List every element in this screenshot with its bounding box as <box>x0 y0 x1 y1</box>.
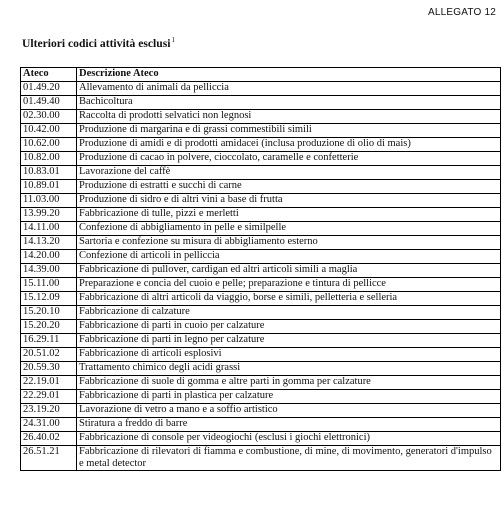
description-cell: Fabbricazione di parti in legno per calzature <box>77 334 501 348</box>
table-row <box>21 432 501 446</box>
document-title-text: Ulteriori codici attività esclusi <box>22 36 171 50</box>
table-row <box>21 446 501 471</box>
table-row <box>21 334 501 348</box>
table-body <box>21 82 501 471</box>
ateco-code-cell: 22.19.01 <box>21 376 77 390</box>
description-cell: Lavorazione di vetro a mano e a soffio artistico <box>77 404 501 418</box>
ateco-code-cell: 10.83.01 <box>21 166 77 180</box>
ateco-code-cell: 26.51.21 <box>21 446 77 471</box>
ateco-code-cell: 14.13.20 <box>21 236 77 250</box>
description-cell: Confezione di abbigliamento in pelle e similpelle <box>77 222 501 236</box>
description-cell: Fabbricazione di parti in plastica per calzature <box>77 390 501 404</box>
ateco-code-cell: 20.51.02 <box>21 348 77 362</box>
column-header-ateco: Ateco <box>21 68 77 82</box>
table-row <box>21 320 501 334</box>
ateco-code-cell: 14.20.00 <box>21 250 77 264</box>
table-row <box>21 152 501 166</box>
description-cell: Fabbricazione di altri articoli da viaggio, borse e simili, pelletteria e selleria <box>77 292 501 306</box>
ateco-code-cell: 20.59.30 <box>21 362 77 376</box>
ateco-code-cell: 14.11.00 <box>21 222 77 236</box>
ateco-code-cell: 24.31.00 <box>21 418 77 432</box>
table-row <box>21 166 501 180</box>
ateco-code-cell: 15.20.20 <box>21 320 77 334</box>
ateco-code-cell: 11.03.00 <box>21 194 77 208</box>
description-cell: Fabbricazione di articoli esplosivi <box>77 348 501 362</box>
table-row <box>21 306 501 320</box>
description-cell: Fabbricazione di parti in cuoio per calzature <box>77 320 501 334</box>
table-row <box>21 418 501 432</box>
table-row <box>21 138 501 152</box>
description-cell: Bachicoltura <box>77 96 501 110</box>
ateco-code-cell: 10.62.00 <box>21 138 77 152</box>
table-row <box>21 292 501 306</box>
table-row <box>21 222 501 236</box>
table-row <box>21 390 501 404</box>
table-row <box>21 110 501 124</box>
ateco-code-cell: 13.99.20 <box>21 208 77 222</box>
table-header-row <box>21 68 501 82</box>
table-row <box>21 236 501 250</box>
ateco-code-cell: 22.29.01 <box>21 390 77 404</box>
table-row <box>21 124 501 138</box>
ateco-code-cell: 15.11.00 <box>21 278 77 292</box>
ateco-code-cell: 10.82.00 <box>21 152 77 166</box>
table-row <box>21 250 501 264</box>
description-cell: Lavorazione del caffè <box>77 166 501 180</box>
table-row <box>21 376 501 390</box>
table-row <box>21 278 501 292</box>
description-cell: Produzione di margarina e di grassi commestibili simili <box>77 124 501 138</box>
document-title <box>22 36 175 50</box>
table-row <box>21 264 501 278</box>
table-row <box>21 180 501 194</box>
ateco-code-cell: 15.20.10 <box>21 306 77 320</box>
ateco-code-cell: 23.19.20 <box>21 404 77 418</box>
description-cell: Sartoria e confezione su misura di abbigliamento esterno <box>77 236 501 250</box>
column-header-description: Descrizione Ateco <box>77 68 501 82</box>
description-cell: Preparazione e concia del cuoio e pelle; preparazione e tintura di pellicce <box>77 278 501 292</box>
description-cell: Stiratura a freddo di barre <box>77 418 501 432</box>
description-cell: Fabbricazione di console per videogiochi (esclusi i giochi elettronici) <box>77 432 501 446</box>
description-cell: Produzione di sidro e di altri vini a base di frutta <box>77 194 501 208</box>
description-cell: Fabbricazione di rilevatori di fiamma e combustione, di mine, di movimento, generatori d'impulso e metal detector <box>77 446 501 471</box>
description-cell: Raccolta di prodotti selvatici non legnosi <box>77 110 501 124</box>
ateco-code-cell: 16.29.11 <box>21 334 77 348</box>
description-cell: Fabbricazione di pullover, cardigan ed altri articoli simili a maglia <box>77 264 501 278</box>
table-row <box>21 194 501 208</box>
ateco-code-cell: 15.12.09 <box>21 292 77 306</box>
ateco-code-cell: 14.39.00 <box>21 264 77 278</box>
description-cell: Produzione di estratti e succhi di carne <box>77 180 501 194</box>
ateco-code-cell: 26.40.02 <box>21 432 77 446</box>
description-cell: Produzione di amidi e di prodotti amidacei (inclusa produzione di olio di mais) <box>77 138 501 152</box>
table-row <box>21 348 501 362</box>
table-row <box>21 362 501 376</box>
ateco-code-cell: 10.89.01 <box>21 180 77 194</box>
ateco-codes-table <box>20 67 501 471</box>
ateco-code-cell: 01.49.40 <box>21 96 77 110</box>
footnote-mark: 1 <box>171 36 175 44</box>
table-row <box>21 96 501 110</box>
ateco-code-cell: 01.49.20 <box>21 82 77 96</box>
ateco-code-cell: 02.30.00 <box>21 110 77 124</box>
table-row <box>21 82 501 96</box>
description-cell: Produzione di cacao in polvere, cioccolato, caramelle e confetterie <box>77 152 501 166</box>
description-cell: Fabbricazione di calzature <box>77 306 501 320</box>
description-cell: Fabbricazione di tulle, pizzi e merletti <box>77 208 501 222</box>
annex-label: ALLEGATO 12 <box>428 7 496 18</box>
description-cell: Allevamento di animali da pelliccia <box>77 82 501 96</box>
table-row <box>21 404 501 418</box>
description-cell: Fabbricazione di suole di gomma e altre parti in gomma per calzature <box>77 376 501 390</box>
description-cell: Confezione di articoli in pelliccia <box>77 250 501 264</box>
ateco-code-cell: 10.42.00 <box>21 124 77 138</box>
description-cell: Trattamento chimico degli acidi grassi <box>77 362 501 376</box>
table-row <box>21 208 501 222</box>
